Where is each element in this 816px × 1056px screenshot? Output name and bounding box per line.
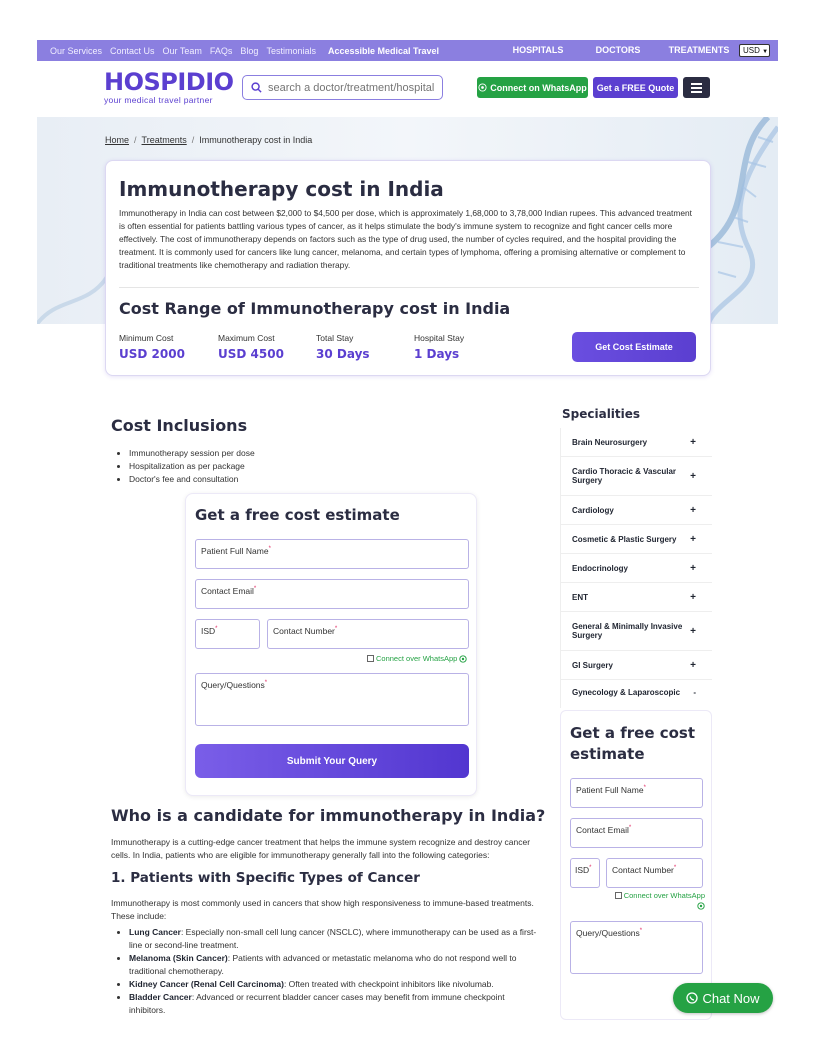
candidate-intro: Immunotherapy is a cutting-edge cancer treatment that helps the immune system recognize and destroy cancer cells. In India, patients who are eligible for immunotherapy generally fall into the following categories: [111,837,531,860]
nav-doctors[interactable]: DOCTORS [595,45,641,55]
speciality-item[interactable]: Gynecology & Laparoscopic - [572,688,696,697]
menu-button[interactable] [683,77,710,98]
plus-icon: + [690,562,696,574]
candidate-title: Who is a candidate for immunotherapy in India? [111,806,546,825]
speciality-item[interactable]: Cardiology + [560,496,712,525]
query-textarea[interactable]: Query/Questions* [570,921,703,974]
cancer-types-list [129,926,539,1017]
top-links [37,46,439,56]
link-our-team[interactable]: Our Team [162,45,202,56]
page-title: Immunotherapy cost in India [119,177,444,201]
speciality-item[interactable]: General & Minimally Invasive Surgery + [560,612,712,651]
speciality-item[interactable]: Cardio Thoracic & Vascular Surgery + [560,457,712,496]
form-title: Get a free cost estimate [195,506,400,524]
whatsapp-checkbox[interactable]: Connect over WhatsApp [613,891,705,910]
inclusions-list [129,447,255,486]
breadcrumb-current: Immunotherapy cost in India [199,135,313,145]
query-textarea[interactable]: Query/Questions* [195,673,469,726]
logo-tagline: your medical travel partner [104,95,213,105]
plus-icon: + [690,625,696,637]
sidebar-cost-estimate-form [560,710,712,1020]
cost-inclusions-title: Cost Inclusions [111,416,248,435]
checkbox[interactable] [367,655,374,662]
speciality-item[interactable]: Cosmetic & Plastic Surgery + [560,525,712,554]
list-item: • Hospitalization as per package [129,460,255,473]
stat-minimum-cost: Minimum Cost USD 2000 [119,333,185,361]
hamburger-icon [691,83,702,85]
plus-icon: - [693,688,696,697]
contact-number-field[interactable]: Contact Number* [267,619,469,649]
patient-name-field[interactable]: Patient Full Name* [570,778,703,808]
email-field[interactable]: Contact Email* [570,818,703,848]
search-box[interactable] [242,75,443,100]
link-faqs[interactable]: FAQs [209,45,233,56]
sidebar-form-title: Get a free cost estimate [570,724,696,763]
connect-whatsapp-label: Connect on WhatsApp [490,82,587,93]
breadcrumb-treatments[interactable]: Treatments [141,135,187,145]
speciality-item[interactable]: GI Surgery + [560,651,712,680]
nav-hospitals[interactable]: HOSPITALS [512,45,564,55]
main-nav [498,40,740,61]
breadcrumb: Home / Treatments / Immunotherapy cost in India [105,135,313,145]
search-icon [251,82,262,93]
whatsapp-icon [459,655,467,663]
link-accessible-medical-travel[interactable]: Accessible Medical Travel [327,45,440,56]
chevron-down-icon: ▼ [762,49,769,55]
list-item: • Kidney Cancer (Renal Cell Carcinoma): Often treated with checkpoint inhibitors like nivolumab. [129,978,539,991]
whatsapp-icon [686,992,698,1004]
whatsapp-icon [697,902,705,910]
isd-field[interactable]: ISD* [195,619,260,649]
link-our-services[interactable]: Our Services [50,45,103,56]
specific-cancer-intro: Immunotherapy is most commonly used in cancers that show high responsiveness to immune-based treatments. These include: [111,898,534,921]
link-contact-us[interactable]: Contact Us [110,45,155,56]
plus-icon: + [690,533,696,545]
whatsapp-checkbox[interactable]: Connect over WhatsApp [367,654,467,663]
currency-select[interactable] [739,44,770,57]
free-quote-button[interactable]: Get a FREE Quote [593,77,678,98]
connect-whatsapp-button[interactable] [477,77,588,98]
link-blog[interactable]: Blog [240,45,259,56]
speciality-item[interactable]: ENT + [560,583,712,612]
stat-maximum-cost: Maximum Cost USD 4500 [218,333,284,361]
summary-card [105,160,711,376]
list-item: • Doctor's fee and consultation [129,473,255,486]
cost-estimate-form [185,493,477,796]
plus-icon: + [690,436,696,448]
checkbox[interactable] [615,892,622,899]
plus-icon: + [690,659,696,671]
logo-wordmark: HOSPIDIO [104,68,234,96]
link-testimonials[interactable]: Testimonials [266,45,316,56]
hero-decoration [37,257,107,324]
chat-now-label: Chat Now [702,990,760,1006]
breadcrumb-home[interactable]: Home [105,135,130,145]
plus-icon: + [690,470,696,482]
plus-icon: + [690,504,696,516]
logo[interactable] [104,70,234,105]
cost-range-title: Cost Range of Immunotherapy cost in India [119,299,511,318]
isd-field[interactable]: ISD* [570,858,600,888]
patient-name-field[interactable]: Patient Full Name* [195,539,469,569]
email-field[interactable]: Contact Email* [195,579,469,609]
list-item: • Immunotherapy session per dose [129,447,255,460]
speciality-item[interactable]: Endocrinology + [560,554,712,583]
contact-number-field[interactable]: Contact Number* [606,858,703,888]
header [0,61,816,117]
list-item: • Melanoma (Skin Cancer): Patients with advanced or metastatic melanoma who do not respond well to traditional chemotherapy. [129,952,539,978]
get-cost-estimate-button[interactable]: Get Cost Estimate [572,332,696,362]
chat-now-button[interactable] [673,983,773,1013]
specific-cancer-title: 1. Patients with Specific Types of Cancer [111,870,420,886]
nav-treatments[interactable]: TREATMENTS [668,45,730,55]
top-nav-bar [37,40,778,61]
plus-icon: + [690,591,696,603]
list-item: • Lung Cancer: Especially non-small cell lung cancer (NSCLC), where immunotherapy can be used as a first-line or second-line treatment. [129,926,539,952]
search-input[interactable] [268,82,438,94]
whatsapp-icon [478,83,487,92]
divider [119,287,699,288]
currency-value: USD [743,46,760,55]
main-content [99,403,560,1018]
list-item: • Bladder Cancer: Advanced or recurrent bladder cancer cases may benefit from immune checkpoint inhibitors. [129,991,539,1017]
speciality-item[interactable]: Brain Neurosurgery + [560,428,712,457]
summary-description: Immunotherapy in India can cost between $2,000 to $4,500 per dose, which is approximately 1,68,000 to 3,78,000 Indian rupees. This advanced treatment is often essential for patients battling various types of cancer, as it helps stimulate the body's immune system to recognize and fight cancer cells more effectively. The cost of immunotherapy depends on factors such as the type of drug used, the number of cycles required, and the hospital providing the treatment. It is commonly used for cancers like lung cancer, melanoma, and certain types of lymphoma, offering a promising alternative or complement to traditional treatments like chemotherapy and radiation therapy. [119,208,692,270]
stat-hospital-stay: Hospital Stay 1 Days [414,333,465,361]
submit-query-button[interactable]: Submit Your Query [195,744,469,778]
stat-total-stay: Total Stay 30 Days [316,333,370,361]
specialities-title: Specialities [562,407,641,421]
